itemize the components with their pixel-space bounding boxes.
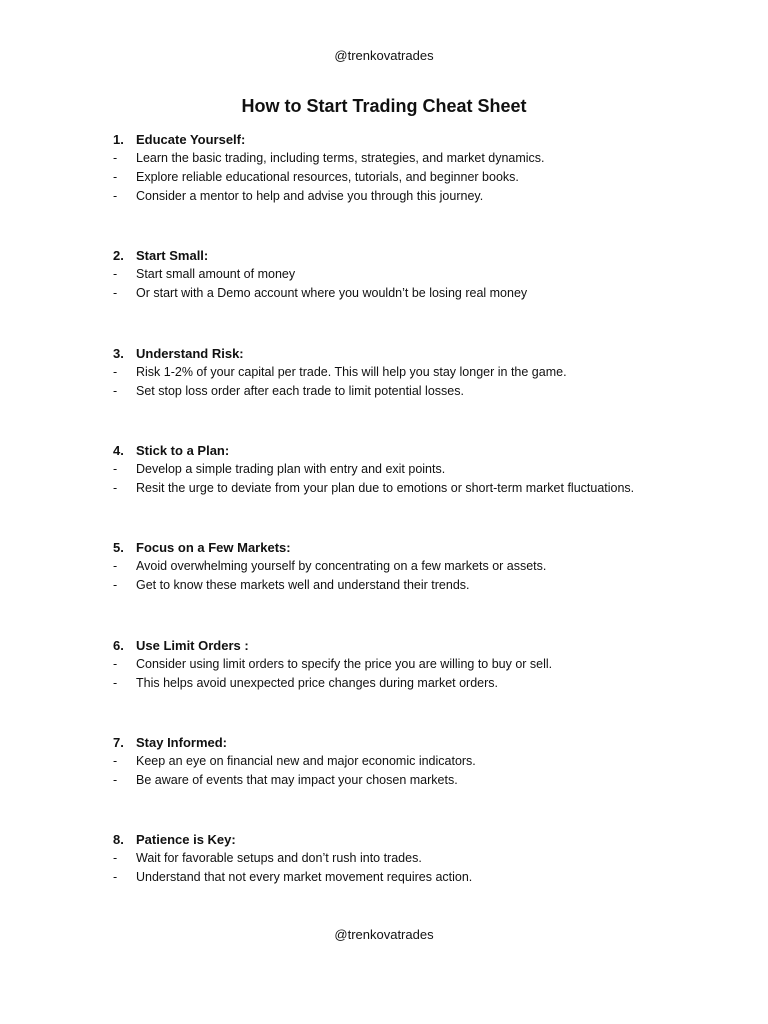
section-number: 6. [113, 638, 124, 653]
bullet-dash: - [113, 870, 118, 884]
list-item [113, 382, 464, 401]
section-heading-text: Educate Yourself: [136, 132, 246, 147]
list-item [113, 868, 472, 887]
bullet-dash: - [113, 559, 118, 573]
bullet-dash: - [113, 851, 118, 865]
bullet-dash: - [113, 267, 118, 281]
footer-handle: @trenkovatrades [334, 927, 434, 942]
section-heading [113, 636, 249, 655]
bullet-dash: - [113, 384, 118, 398]
list-item [113, 265, 295, 284]
list-item-text: Avoid overwhelming yourself by concentrating on a few markets or assets. [136, 559, 547, 573]
list-item [113, 284, 527, 303]
list-item-text: Risk 1-2% of your capital per trade. This will help you stay longer in the game. [136, 365, 567, 379]
section-heading [113, 246, 208, 265]
list-item [113, 363, 567, 382]
section-number: 1. [113, 132, 124, 147]
list-item-text: Be aware of events that may impact your chosen markets. [136, 773, 458, 787]
bullet-dash: - [113, 189, 118, 203]
list-item-text: Start small amount of money [136, 267, 296, 281]
bullet-dash: - [113, 365, 118, 379]
section-heading [113, 733, 227, 752]
list-item-text: Consider using limit orders to specify the price you are willing to buy or sell. [136, 657, 553, 671]
list-item [113, 674, 498, 693]
bullet-dash: - [113, 286, 118, 300]
section-heading-text: Stick to a Plan: [136, 443, 230, 458]
list-item [113, 557, 546, 576]
list-item [113, 479, 634, 498]
bullet-dash: - [113, 754, 118, 768]
section-number: 7. [113, 735, 124, 750]
header-handle: @trenkovatrades [334, 48, 434, 63]
list-item-text: Explore reliable educational resources, tutorials, and beginner books. [136, 170, 519, 184]
bullet-dash: - [113, 773, 118, 787]
list-item-text: Keep an eye on financial new and major economic indicators. [136, 754, 476, 768]
list-item-text: Get to know these markets well and understand their trends. [136, 578, 470, 592]
bullet-dash: - [113, 151, 118, 165]
list-item [113, 849, 422, 868]
bullet-dash: - [113, 657, 118, 671]
list-item [113, 168, 519, 187]
list-item-text: Wait for favorable setups and don’t rush into trades. [136, 851, 422, 865]
list-item [113, 149, 545, 168]
section-heading-text: Patience is Key: [136, 832, 236, 847]
list-item-text: Resit the urge to deviate from your plan due to emotions or short-term market fluctuations. [136, 481, 635, 495]
section-number: 5. [113, 540, 124, 555]
section-heading [113, 538, 291, 557]
bullet-dash: - [113, 170, 118, 184]
list-item [113, 460, 445, 479]
list-item-text: Understand that not every market movement requires action. [136, 870, 473, 884]
section-heading-text: Focus on a Few Markets: [136, 540, 291, 555]
section-heading [113, 344, 244, 363]
bullet-dash: - [113, 676, 118, 690]
section-number: 2. [113, 248, 124, 263]
bullet-dash: - [113, 462, 118, 476]
list-item [113, 187, 483, 206]
list-item [113, 576, 470, 595]
section-heading-text: Stay Informed: [136, 735, 228, 750]
list-item-text: Consider a mentor to help and advise you through this journey. [136, 189, 484, 203]
section-heading-text: Start Small: [136, 248, 209, 263]
bullet-dash: - [113, 481, 118, 495]
list-item-text: This helps avoid unexpected price changes during market orders. [136, 676, 499, 690]
section-heading-text: Use Limit Orders : [136, 638, 249, 653]
section-number: 4. [113, 443, 124, 458]
section-heading-text: Understand Risk: [136, 346, 244, 361]
section-number: 8. [113, 832, 124, 847]
bullet-dash: - [113, 578, 118, 592]
list-item-text: Set stop loss order after each trade to limit potential losses. [136, 384, 464, 398]
list-item [113, 771, 458, 790]
section-heading [113, 441, 229, 460]
section-heading [113, 830, 236, 849]
list-item-text: Learn the basic trading, including terms, strategies, and market dynamics. [136, 151, 545, 165]
list-item-text: Develop a simple trading plan with entry and exit points. [136, 462, 446, 476]
list-item [113, 655, 552, 674]
list-item-text: Or start with a Demo account where you wouldn’t be losing real money [136, 286, 528, 300]
page-title: How to Start Trading Cheat Sheet [241, 96, 527, 116]
section-number: 3. [113, 346, 124, 361]
list-item [113, 752, 476, 771]
section-heading [113, 130, 245, 149]
